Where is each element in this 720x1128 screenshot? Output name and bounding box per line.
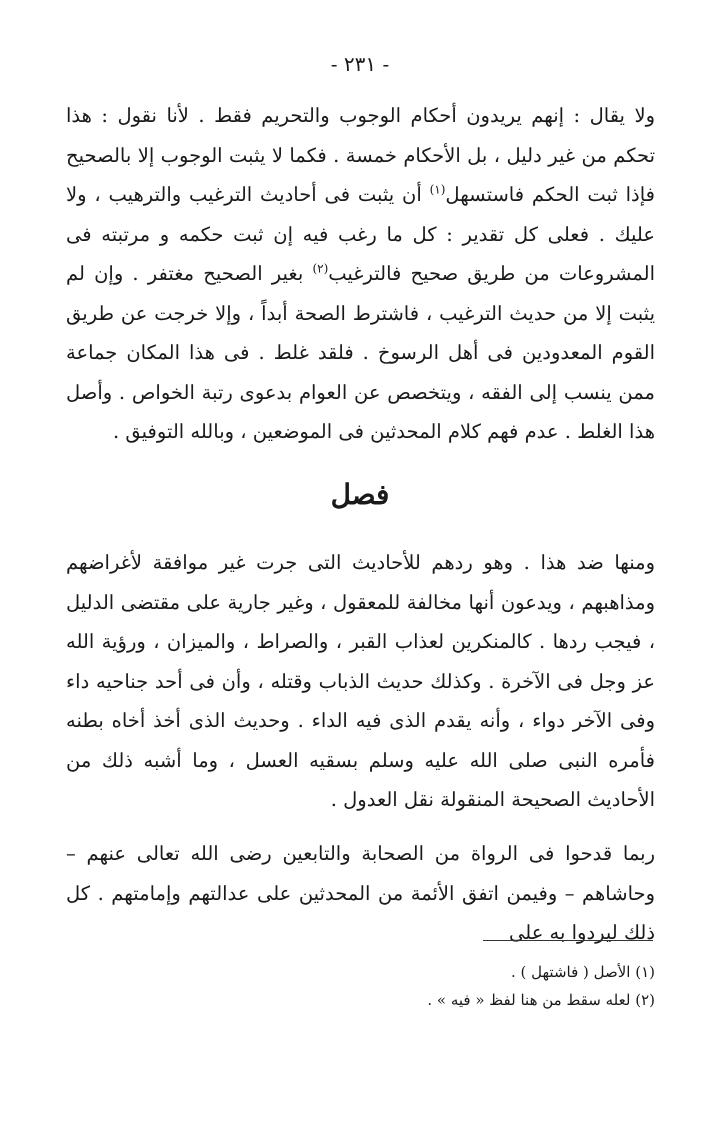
footnote-divider	[483, 940, 653, 941]
paragraph-1-part-2: أن يثبت فى أحاديث الترغيب والترهيب ، ولا عليك . فعلى كل تقدير : كل ما رغب فيه إن ثبت حكمه و مرتبته فى المشروعات من طريق صحيح فالترغيب	[66, 183, 656, 285]
section-heading: فصل	[330, 478, 390, 511]
paragraph-1-part-3: بغير الصحيح مغتفر . وإن لم يثبت إلا من حديث الترغيب ، فاشترط الصحة أبداً ، وإلا خرجت عن طريق القوم المعدودين فى أهل الرسوخ . فلقد غلط . فى هذا المكان جماعة ممن ينسب إلى الفقه ، ويتخصص عن العوام بدعوى رتبة الخواص . وأصل هذا الغلط . عدم فهم كلام المحدثين فى الموضعين ، وبالله التوفيق .	[66, 262, 655, 443]
paragraph-1-part-1: ولا يقال : إنهم يريدون أحكام الوجوب والتحريم فقط . لأنا نقول : هذا تحكم من غير دليل ، بل الأحكام خمسة . فكما لا يثبت الوجوب إلا بالصحيح فإذا ثبت الحكم فاستسهل	[66, 104, 655, 206]
footnote-ref-1: (١)	[429, 182, 446, 197]
page-number: - ٢٣١ -	[330, 52, 390, 76]
footnote-ref-2: (٢)	[312, 261, 329, 276]
footnote-1: (١) الأصل ( فاشتهل ) .	[510, 963, 655, 981]
footnotes	[66, 958, 655, 1014]
footnote-2: (٢) لعله سقط من هنا لفظ « فيه » .	[427, 991, 655, 1009]
paragraph-2: ومنها ضد هذا . وهو ردهم للأحاديث التى جرت غير موافقة لأغراضهم ومذاهبهم ، ويدعون أنها مخالفة للمعقول ، وغير جارية على مقتضى الدليل ، فيجب ردها . كالمنكرين لعذاب القبر ، والصراط ، والميزان ، ورؤية الله عز وجل فى الآخرة . وكذلك حديث الذباب وقتله ، وأن فى أحد جناحيه داء وفى الآخر دواء ، وأنه يقدم الذى فيه الداء . وحديث الذى أخذ أخاه بطنه فأمره النبى صلى الله عليه وسلم بسقيه العسل ، وما أشبه ذلك من الأحاديث الصحيحة المنقولة نقل العدول .	[66, 551, 655, 811]
paragraph-3: ربما قدحوا فى الرواة من الصحابة والتابعين رضى الله تعالى عنهم – وحاشاهم – وفيمن اتفق الأئمة من المحدثين على عدالتهم وإمامتهم . كل ذلك ليردوا به على	[66, 842, 655, 944]
paragraph-1	[66, 96, 655, 452]
